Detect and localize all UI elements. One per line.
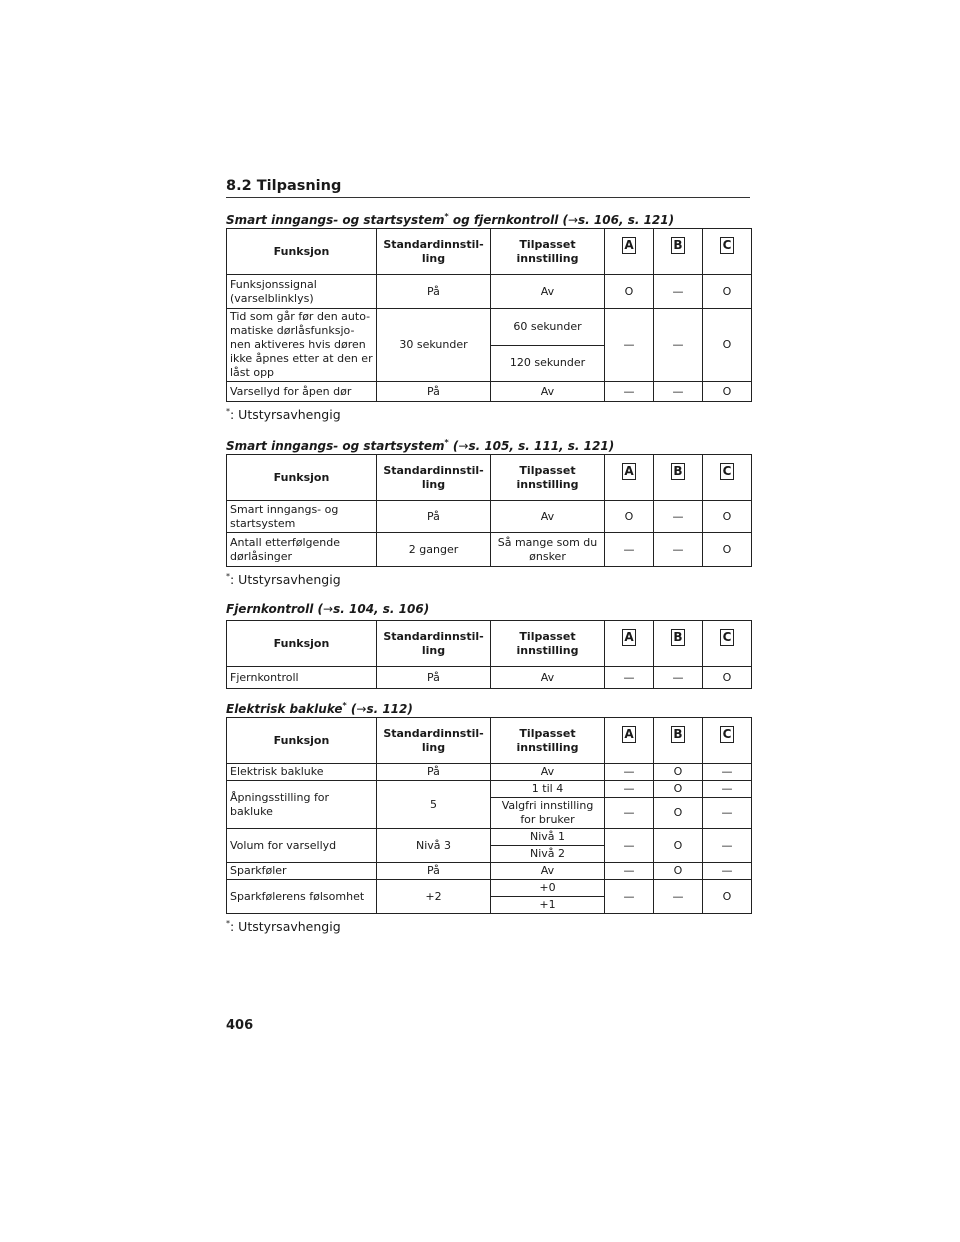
header-a	[605, 455, 654, 501]
table-row: Elektrisk bakluke På Av — O —	[227, 764, 752, 781]
header-funksjon: Funksjon	[227, 621, 377, 667]
key-b-icon: B	[671, 237, 685, 254]
header-c	[703, 455, 752, 501]
table-heading: Smart inngangs- og startsystem* (→s. 105, s. 111, s. 121)	[226, 438, 615, 453]
table-row: Antall etterfølgende dørlåsinger 2 ganger Så mange som du ønsker — — O	[227, 533, 752, 567]
header-tilpasset: Tilpasset innstilling	[491, 455, 605, 501]
table-row: Valgfri innstilling for bruker — O —	[227, 798, 752, 829]
header-tilpasset: Tilpasset innstilling	[491, 718, 605, 764]
table-row: +1	[227, 897, 752, 914]
table-heading: Smart inngangs- og startsystem* og fjernkontroll (→s. 106, s. 121)	[226, 212, 675, 227]
table-block-remote	[226, 600, 751, 689]
section-title: 8.2 Tilpasning	[226, 178, 750, 198]
header-a	[605, 229, 654, 275]
settings-table	[226, 228, 752, 402]
table-row: Varsellyd for åpen dør På Av — — O	[227, 382, 752, 402]
table-row: Tid som går før den auto-matiske dørlåsfunksjo-nen aktiveres hvis døren ikke åpnes etter at den er låst opp 30 sekunder 60 sekunder — — O	[227, 309, 752, 346]
key-c-icon: C	[720, 726, 734, 743]
header-standard: Standardinnstil-ling	[377, 718, 491, 764]
table-row: Åpningsstilling for bakluke 5 1 til 4 — O —	[227, 781, 752, 798]
key-a-icon: A	[622, 237, 636, 254]
key-b-icon: B	[671, 629, 685, 646]
table-heading: Fjernkontroll (→s. 104, s. 106)	[226, 602, 430, 616]
table-heading: Elektrisk bakluke* (→s. 112)	[226, 701, 413, 716]
header-funksjon: Funksjon	[227, 229, 377, 275]
header-standard: Standardinnstil-ling	[377, 229, 491, 275]
key-c-icon: C	[720, 237, 734, 254]
header-tilpasset: Tilpasset innstilling	[491, 229, 605, 275]
header-standard: Standardinnstil-ling	[377, 621, 491, 667]
table-row: Funksjonssignal (varselblinklys) På Av O — O	[227, 275, 752, 309]
table-block-smart-entry	[226, 434, 751, 590]
table-row: Nivå 2	[227, 846, 752, 863]
key-b-icon: B	[671, 726, 685, 743]
table-row: Sparkføler På Av — O —	[227, 863, 752, 880]
table-row: Sparkfølerens følsomhet +2 +0 — — O	[227, 880, 752, 897]
page-number: 406	[226, 1018, 254, 1033]
footnote: *: Utstyrsavhengig	[226, 407, 341, 423]
settings-table	[226, 454, 752, 567]
header-b	[654, 718, 703, 764]
table-row: Volum for varsellyd Nivå 3 Nivå 1 — O —	[227, 829, 752, 846]
key-c-icon: C	[720, 629, 734, 646]
table-block-smart-entry-remote	[226, 208, 751, 425]
table-row: 120 sekunder	[227, 345, 752, 382]
header-a	[605, 621, 654, 667]
table-block-power-tailgate	[226, 697, 751, 937]
key-a-icon: A	[622, 726, 636, 743]
header-b	[654, 229, 703, 275]
key-b-icon: B	[671, 463, 685, 480]
header-c	[703, 621, 752, 667]
settings-table	[226, 620, 752, 689]
header-b	[654, 455, 703, 501]
table-row: Smart inngangs- og startsystem På Av O — O	[227, 501, 752, 533]
header-a	[605, 718, 654, 764]
header-b	[654, 621, 703, 667]
key-c-icon: C	[720, 463, 734, 480]
header-tilpasset: Tilpasset innstilling	[491, 621, 605, 667]
header-c	[703, 718, 752, 764]
header-c	[703, 229, 752, 275]
key-a-icon: A	[622, 629, 636, 646]
footnote: *: Utstyrsavhengig	[226, 919, 341, 935]
footnote: *: Utstyrsavhengig	[226, 572, 341, 588]
key-a-icon: A	[622, 463, 636, 480]
table-row: Fjernkontroll På Av — — O	[227, 667, 752, 689]
header-funksjon: Funksjon	[227, 455, 377, 501]
header-funksjon: Funksjon	[227, 718, 377, 764]
header-standard: Standardinnstil-ling	[377, 455, 491, 501]
settings-table	[226, 717, 752, 914]
